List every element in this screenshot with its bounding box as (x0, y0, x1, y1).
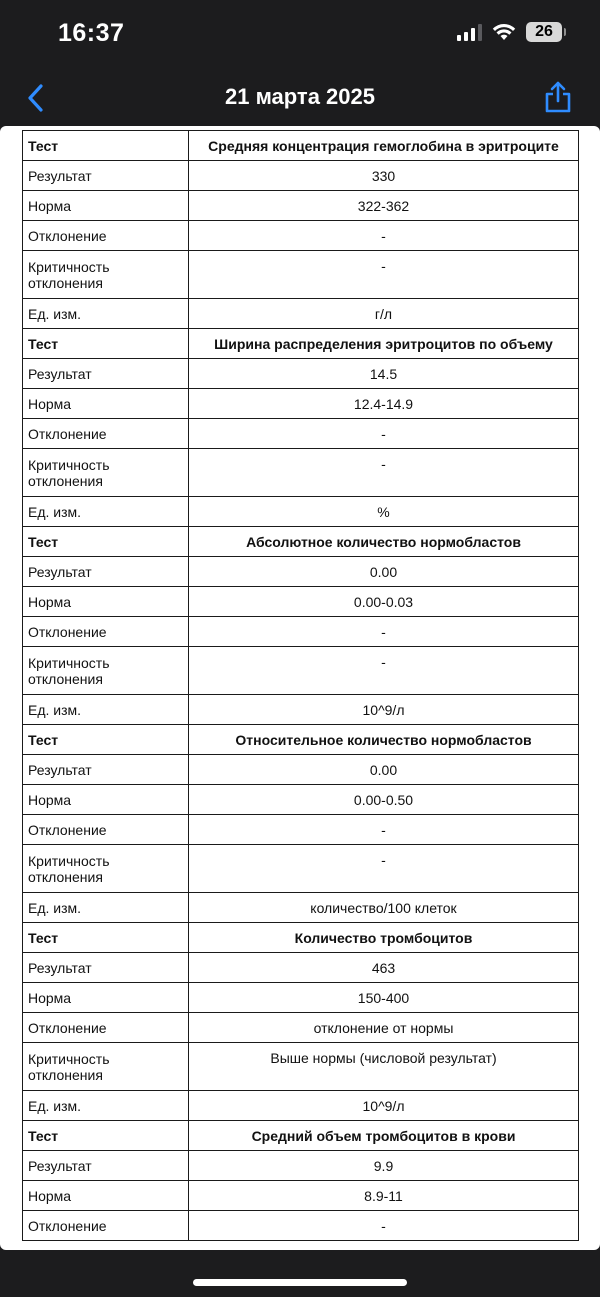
unit-value: 10^9/л (189, 1091, 579, 1121)
test-name: Относительное количество нормобластов (189, 725, 579, 755)
criticality-value: Выше нормы (числовой результат) (189, 1043, 579, 1091)
norm-row (23, 191, 579, 221)
norm-row (23, 785, 579, 815)
criticality-value: - (189, 845, 579, 893)
test-name-row (23, 923, 579, 953)
test-label: Тест (23, 527, 189, 557)
home-bar-area (0, 1250, 600, 1297)
result-value: 463 (189, 953, 579, 983)
status-bar (0, 0, 600, 70)
result-label: Результат (23, 1151, 189, 1181)
norm-value: 322-362 (189, 191, 579, 221)
deviation-row (23, 1211, 579, 1241)
test-name-row (23, 527, 579, 557)
deviation-row (23, 221, 579, 251)
unit-value: % (189, 497, 579, 527)
unit-label: Ед. изм. (23, 893, 189, 923)
unit-label: Ед. изм. (23, 695, 189, 725)
deviation-value: отклонение от нормы (189, 1013, 579, 1043)
deviation-value: - (189, 1211, 579, 1241)
wifi-icon (492, 23, 516, 41)
criticality-row (23, 449, 579, 497)
criticality-label: Критичность отклонения (23, 251, 189, 299)
deviation-value: - (189, 419, 579, 449)
norm-value: 0.00-0.03 (189, 587, 579, 617)
norm-label: Норма (23, 191, 189, 221)
criticality-label: Критичность отклонения (23, 647, 189, 695)
result-row (23, 953, 579, 983)
result-label: Результат (23, 557, 189, 587)
deviation-value: - (189, 221, 579, 251)
norm-value: 0.00-0.50 (189, 785, 579, 815)
navigation-bar (0, 70, 600, 126)
criticality-label: Критичность отклонения (23, 1043, 189, 1091)
test-name: Ширина распределения эритроцитов по объему (189, 329, 579, 359)
deviation-row (23, 617, 579, 647)
test-name-row (23, 725, 579, 755)
deviation-label: Отклонение (23, 419, 189, 449)
criticality-row (23, 647, 579, 695)
test-label: Тест (23, 131, 189, 161)
norm-row (23, 1181, 579, 1211)
result-value: 9.9 (189, 1151, 579, 1181)
norm-value: 12.4-14.9 (189, 389, 579, 419)
norm-label: Норма (23, 983, 189, 1013)
test-name: Количество тромбоцитов (189, 923, 579, 953)
result-label: Результат (23, 161, 189, 191)
deviation-label: Отклонение (23, 617, 189, 647)
criticality-value: - (189, 647, 579, 695)
unit-label: Ед. изм. (23, 299, 189, 329)
norm-label: Норма (23, 785, 189, 815)
criticality-row (23, 1043, 579, 1091)
result-label: Результат (23, 359, 189, 389)
test-name-row (23, 329, 579, 359)
norm-row (23, 983, 579, 1013)
unit-row (23, 497, 579, 527)
result-row (23, 557, 579, 587)
status-icons (457, 22, 562, 42)
result-row (23, 1151, 579, 1181)
criticality-row (23, 845, 579, 893)
norm-label: Норма (23, 1181, 189, 1211)
results-body (23, 131, 579, 1241)
share-icon[interactable] (544, 80, 572, 114)
norm-label: Норма (23, 587, 189, 617)
result-value: 330 (189, 161, 579, 191)
battery-icon: 26 (526, 22, 562, 42)
norm-value: 8.9-11 (189, 1181, 579, 1211)
unit-row (23, 893, 579, 923)
deviation-value: - (189, 815, 579, 845)
criticality-value: - (189, 449, 579, 497)
status-time: 16:37 (58, 19, 125, 47)
test-label: Тест (23, 329, 189, 359)
unit-value: количество/100 клеток (189, 893, 579, 923)
deviation-row (23, 1013, 579, 1043)
criticality-label: Критичность отклонения (23, 845, 189, 893)
deviation-label: Отклонение (23, 1013, 189, 1043)
result-row (23, 755, 579, 785)
norm-label: Норма (23, 389, 189, 419)
result-label: Результат (23, 953, 189, 983)
result-value: 0.00 (189, 755, 579, 785)
test-name-row (23, 131, 579, 161)
unit-value: г/л (189, 299, 579, 329)
deviation-row (23, 419, 579, 449)
results-table (22, 130, 579, 1241)
results-sheet[interactable] (0, 126, 600, 1250)
criticality-row (23, 251, 579, 299)
cellular-signal-icon (457, 23, 482, 41)
unit-row (23, 299, 579, 329)
test-name: Средняя концентрация гемоглобина в эритроците (189, 131, 579, 161)
test-label: Тест (23, 725, 189, 755)
result-value: 14.5 (189, 359, 579, 389)
result-row (23, 359, 579, 389)
deviation-value: - (189, 617, 579, 647)
deviation-label: Отклонение (23, 1211, 189, 1241)
norm-row (23, 587, 579, 617)
unit-label: Ед. изм. (23, 1091, 189, 1121)
criticality-value: - (189, 251, 579, 299)
criticality-label: Критичность отклонения (23, 449, 189, 497)
page-title: 21 марта 2025 (224, 84, 375, 109)
result-label: Результат (23, 755, 189, 785)
test-name: Абсолютное количество нормобластов (189, 527, 579, 557)
unit-row (23, 695, 579, 725)
deviation-row (23, 815, 579, 845)
deviation-label: Отклонение (23, 221, 189, 251)
unit-value: 10^9/л (189, 695, 579, 725)
norm-value: 150-400 (189, 983, 579, 1013)
unit-label: Ед. изм. (23, 497, 189, 527)
deviation-label: Отклонение (23, 815, 189, 845)
unit-row (23, 1091, 579, 1121)
norm-row (23, 389, 579, 419)
result-row (23, 161, 579, 191)
test-name-row (23, 1121, 579, 1151)
result-value: 0.00 (189, 557, 579, 587)
test-name: Средний объем тромбоцитов в крови (189, 1121, 579, 1151)
home-indicator[interactable] (193, 1279, 407, 1286)
test-label: Тест (23, 923, 189, 953)
test-label: Тест (23, 1121, 189, 1151)
